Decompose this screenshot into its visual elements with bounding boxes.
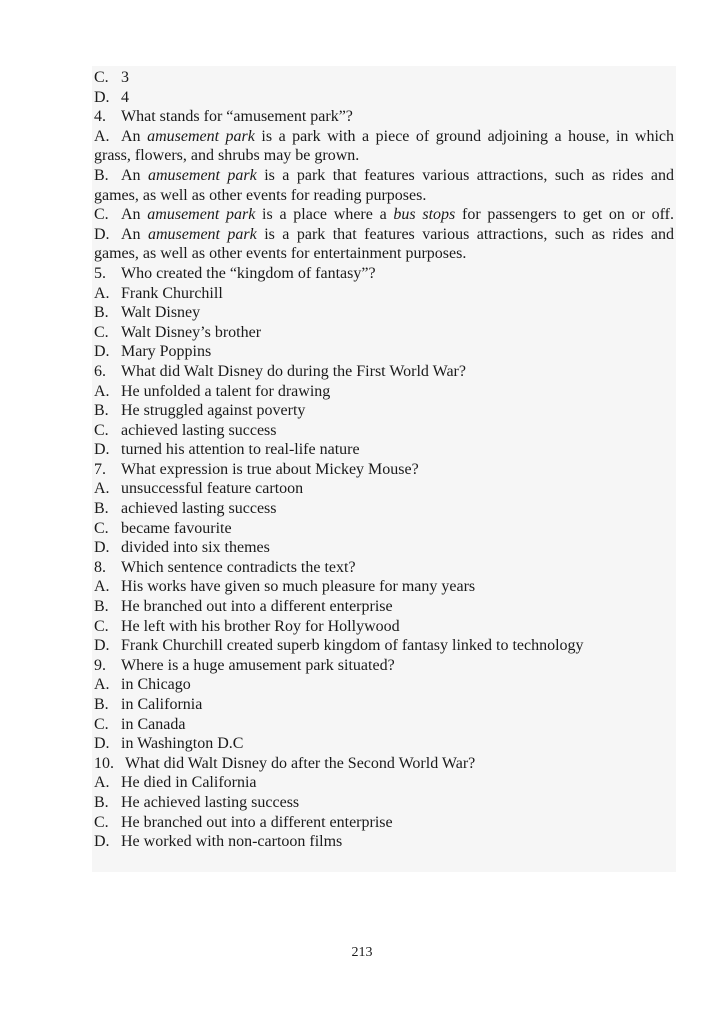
question-line [94, 107, 674, 127]
option-line [94, 832, 674, 852]
question-text: Where is a huge amusement park situated? [121, 656, 395, 674]
option-label: D. [94, 833, 110, 851]
option-text: achieved lasting success [121, 500, 277, 518]
option-text-post: for passengers to get on or off. [455, 206, 675, 224]
option-label: C. [94, 323, 109, 341]
option-line [94, 715, 674, 735]
option-line [94, 813, 674, 833]
option-line [94, 205, 674, 225]
option-line [94, 440, 674, 460]
option-text: Frank Churchill created superb kingdom of fantasy linked to technology [121, 637, 584, 655]
option-text: He branched out into a different enterprise [121, 598, 393, 616]
option-text: divided into six themes [121, 539, 270, 557]
question-line [94, 656, 674, 676]
option-label: D. [94, 637, 110, 655]
option-text: became favourite [121, 519, 232, 537]
option-label: D. [94, 225, 110, 243]
option-text: 4 [121, 88, 129, 106]
option-label: B. [94, 500, 109, 518]
option-line [94, 342, 674, 362]
option-text: He achieved lasting success [121, 793, 300, 811]
option-text: His works have given so much pleasure for many years [121, 578, 476, 596]
question-number: 10. [94, 754, 114, 772]
option-label: B. [94, 598, 109, 616]
option-text-emphasis: bus stops [393, 206, 456, 224]
option-text: Mary Poppins [121, 343, 212, 361]
question-text: What stands for “amusement park”? [121, 108, 353, 126]
option-text-emphasis: amusement park [148, 166, 257, 184]
question-text: What did Walt Disney do after the Second World War? [125, 754, 476, 772]
option-label: A. [94, 382, 110, 400]
option-text-pre: An [121, 166, 148, 184]
option-text-emphasis: amusement park [147, 206, 256, 224]
question-line [94, 558, 674, 578]
option-line [94, 303, 674, 323]
option-text: in Chicago [121, 676, 191, 694]
option-label: A. [94, 284, 110, 302]
option-label: D. [94, 343, 110, 361]
option-text: Walt Disney [121, 304, 201, 322]
option-label: C. [94, 715, 109, 733]
option-text: in Washington D.C [121, 735, 244, 753]
option-label: C. [94, 617, 109, 635]
option-label: C. [94, 519, 109, 537]
option-label: A. [94, 676, 110, 694]
option-line [94, 382, 674, 402]
option-line [94, 538, 674, 558]
option-line [94, 695, 674, 715]
question-line [94, 460, 674, 480]
option-text-pre: An [121, 206, 148, 224]
option-line [94, 225, 674, 245]
option-label: A. [94, 480, 110, 498]
option-line [94, 675, 674, 695]
option-text-post: is a park that features various attractions, such as rides and [256, 166, 674, 184]
option-text: 3 [121, 69, 129, 86]
question-text: Who created the “kingdom of fantasy”? [121, 264, 376, 282]
option-text: He worked with non-cartoon films [121, 833, 343, 851]
option-line [94, 323, 674, 343]
option-text-pre: An [121, 127, 148, 145]
question-line [94, 362, 674, 382]
option-text: turned his attention to real-life nature [121, 441, 360, 459]
option-label: A. [94, 127, 110, 145]
question-number: 8. [94, 558, 106, 576]
option-text: He struggled against poverty [121, 402, 306, 420]
option-line [94, 401, 674, 421]
option-text: in Canada [121, 715, 186, 733]
option-text: achieved lasting success [121, 421, 277, 439]
question-line [94, 264, 674, 284]
option-line [94, 773, 674, 793]
option-label: A. [94, 578, 110, 596]
option-label: B. [94, 304, 109, 322]
option-text: He died in California [121, 774, 257, 792]
option-text: in California [121, 696, 203, 713]
option-text-emphasis: amusement park [148, 225, 257, 243]
option-text: He unfolded a talent for drawing [121, 382, 331, 400]
question-number: 7. [94, 460, 106, 478]
option-line [94, 284, 674, 304]
option-label: C. [94, 813, 109, 831]
option-label: B. [94, 793, 109, 811]
option-label: D. [94, 735, 110, 753]
option-continuation: games, as well as other events for reading purposes. [94, 186, 427, 204]
option-text-emphasis: amusement park [147, 127, 255, 145]
option-label: B. [94, 696, 109, 713]
option-label: C. [94, 421, 109, 439]
option-line [94, 479, 674, 499]
option-text-post: is a park with a piece of ground adjoining a house, in which [254, 127, 675, 145]
option-line [94, 166, 674, 186]
option-label: D. [94, 88, 110, 106]
option-label: D. [94, 539, 110, 557]
option-label: C. [94, 69, 109, 86]
option-text-mid: is a place where a [255, 206, 394, 224]
question-text: What expression is true about Mickey Mouse? [121, 460, 419, 478]
option-continuation: grass, flowers, and shrubs may be grown. [94, 147, 360, 165]
option-label: C. [94, 206, 109, 224]
option-label: A. [94, 774, 110, 792]
option-text: Frank Churchill [121, 284, 223, 302]
option-label: B. [94, 166, 109, 184]
option-line [94, 577, 674, 597]
option-text-post: is a park that features various attractions, such as rides and [256, 225, 674, 243]
question-number: 6. [94, 362, 106, 380]
option-line [94, 793, 674, 813]
question-line [94, 754, 674, 774]
option-line [94, 636, 674, 656]
question-number: 4. [94, 108, 106, 126]
option-line [94, 617, 674, 637]
question-number: 5. [94, 264, 106, 282]
option-text: He branched out into a different enterprise [121, 813, 393, 831]
option-text-pre: An [121, 225, 148, 243]
option-line [94, 68, 674, 88]
option-label: B. [94, 402, 109, 420]
option-line [94, 597, 674, 617]
question-number: 9. [94, 656, 106, 674]
option-continuation: games, as well as other events for entertainment purposes. [94, 245, 467, 263]
option-line [94, 499, 674, 519]
question-text: Which sentence contradicts the text? [121, 558, 356, 576]
question-text: What did Walt Disney do during the First World War? [121, 362, 466, 380]
option-line [94, 734, 674, 754]
option-text: He left with his brother Roy for Hollywood [121, 617, 400, 635]
option-line [94, 421, 674, 441]
option-text: unsuccessful feature cartoon [121, 480, 304, 498]
page-number: 213 [351, 945, 373, 960]
option-line [94, 127, 674, 147]
option-text: Walt Disney’s brother [121, 323, 262, 341]
option-label: D. [94, 441, 110, 459]
question-list [94, 68, 674, 852]
option-line [94, 88, 674, 108]
option-line [94, 519, 674, 539]
